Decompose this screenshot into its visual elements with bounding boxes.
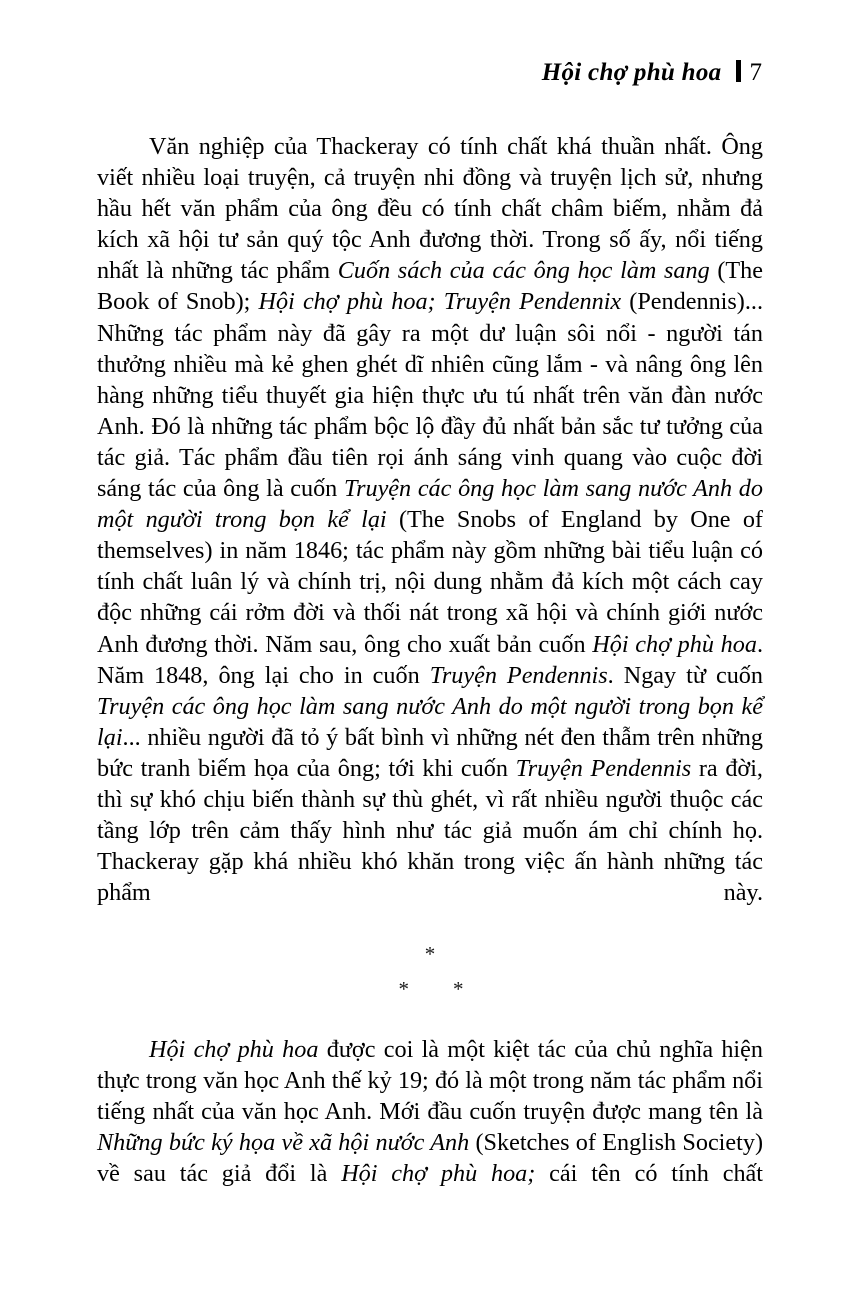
italic-title-run: Truyện các ông học làm sang nước Anh do một người trong bọn kể lại (97, 692, 763, 751)
asterisk-row-bottom (97, 979, 763, 1000)
text-run: . Ngay từ cuốn (607, 661, 763, 689)
text-run: (The Book of Snob); (97, 257, 763, 316)
section-divider-asterisks (97, 944, 763, 1016)
asterisk-icon: * (398, 977, 409, 1001)
page-number: 7 (749, 59, 762, 86)
running-head-title: Hội chợ phù hoa (541, 59, 722, 86)
paragraph (97, 131, 763, 939)
text-run: . Năm 1848, ông lại cho in cuốn (97, 630, 763, 689)
body-text-block-two (97, 1034, 763, 1221)
asterisk-icon: * (453, 977, 464, 1001)
text-run: ra đời, thì sự khó chịu biến thành sự thù ghét, vì rất nhiều người thuộc các tầng lớp trên cảm thấy hình như tác giả muốn ám chỉ chính họ. Thackeray gặp khá nhiều khó khăn trong việc ấn hành những tác phẩm này. (97, 754, 763, 907)
vertical-bar-icon (736, 60, 741, 82)
text-run: được coi là một kiệt tác của chủ nghĩa hiện thực trong văn học Anh thế kỷ 19; đó là một trong năm tác phẩm nổi tiếng nhất của văn học Anh. Mới đầu cuốn truyện được mang tên là (97, 1036, 763, 1126)
italic-title-run: Truyện các ông học làm sang nước Anh do một người trong bọn kể lại (97, 475, 763, 534)
italic-title-run: Truyện Pendennis (515, 754, 692, 782)
italic-title-run: Hội chợ phù hoa; (341, 1160, 536, 1188)
text-run: (The Snobs of England by One of themselves) in năm 1846; tác phẩm này gồm những bài tiểu luận có tính chất luân lý và chính trị, nội dung nhằm đả kích một cách cay độc những cái rởm đời và thối nát trong xã hội và chính giới nước Anh đương thời. Năm sau, ông cho xuất bản cuốn (97, 506, 763, 658)
italic-title-run: Truyện Pendennis (429, 661, 608, 689)
italic-title-run: Hội chợ phù hoa; Truyện Pendennix (258, 288, 622, 316)
text-run: Văn nghiệp của Thackeray có tính chất khá thuần nhất. Ông viết nhiều loại truyện, cả truyện nhi đồng và truyện lịch sử, nhưng hầu hết văn phẩm của ông đều có tính chất châm biếm, nhằm đả kích xã hội tư sản quý tộc Anh đương thời. Trong số ấy, nổi tiếng nhất là những tác phẩm (97, 133, 763, 285)
asterisk-row-top (97, 944, 763, 965)
body-text-block-one (97, 131, 763, 939)
asterisk-icon: * (424, 942, 436, 966)
italic-title-run: Hội chợ phù hoa (592, 630, 757, 658)
italic-title-run: Hội chợ phù hoa (149, 1036, 319, 1063)
text-run: ... nhiều người đã tỏ ý bất bình vì những nét đen thẫm trên những bức tranh biếm họa của ông; tới khi cuốn (97, 723, 763, 782)
text-run: (Pendennis)... Những tác phẩm này đã gây ra một dư luận sôi nổi - người tán thưởng nhiều mà kẻ ghen ghét dĩ nhiên cũng lắm - và nâng ông lên hàng những tiểu thuyết gia hiện thực ưu tú nhất trên văn đàn nước Anh. Đó là những tác phẩm bộc lộ đầy đủ nhất bản sắc tư tưởng của tác giả. Tác phẩm đầu tiên rọi ánh sáng vinh quang vào cuộc đời sáng tác của ông là cuốn (97, 288, 763, 503)
paragraph (97, 1034, 763, 1221)
italic-title-run: Cuốn sách của các ông học làm sang (337, 257, 710, 285)
text-run: (Sketches of English Society) về sau tác giả đổi là (97, 1129, 763, 1188)
italic-title-run: Những bức ký họa về xã hội nước Anh (97, 1129, 470, 1157)
running-head (0, 58, 762, 92)
text-run: cái tên có tính chất (535, 1160, 764, 1188)
